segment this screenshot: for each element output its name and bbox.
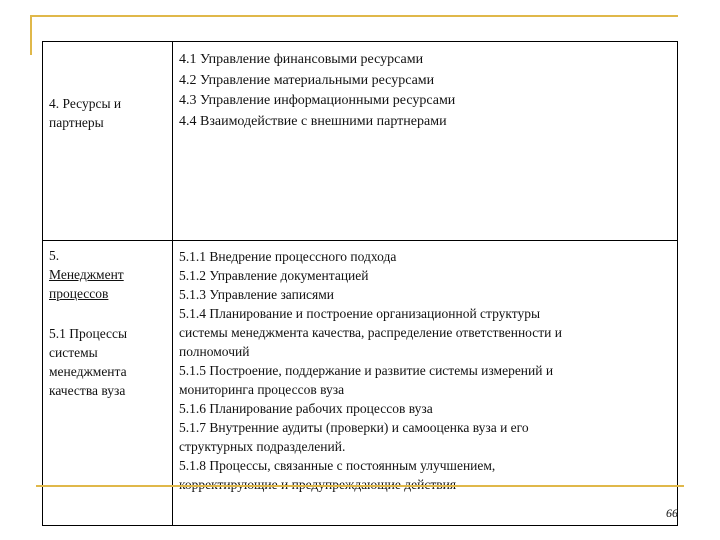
item-line: структурных подразделений. (179, 439, 346, 454)
row-5-category-cell (43, 241, 173, 526)
left-decorative-rule (30, 15, 32, 55)
item-line: 5.1.6 Планирование рабочих процессов вуза (179, 401, 433, 416)
subcategory-line: менеджмента (49, 364, 127, 379)
item-line: 4.1 Управление финансовыми ресурсами (179, 52, 424, 67)
bottom-decorative-rule (36, 485, 684, 487)
item-line: 4.3 Управление информационными ресурсами (179, 93, 456, 108)
item-line: 4.4 Взаимодействие с внешними партнерами (179, 113, 447, 129)
subcategory-line: качества вуза (49, 383, 126, 398)
top-decorative-rule (30, 15, 678, 17)
category-line: партнеры (49, 115, 104, 130)
table-row (43, 241, 678, 526)
category-heading-line: процессов (49, 286, 109, 301)
spacer (49, 303, 166, 324)
page-number: 66 (666, 506, 678, 520)
item-line: 5.1.2 Управление документацией (179, 268, 369, 283)
item-line: 5.1.5 Построение, поддержание и развитие системы измерений и (179, 363, 554, 378)
item-line: 5.1.4 Планирование и построение организационной структуры (179, 306, 541, 321)
item-line: 5.1.3 Управление записями (179, 287, 335, 302)
category-heading-line: Менеджмент (49, 267, 124, 282)
item-line: полномочий (179, 344, 250, 359)
subcategory-line: системы (49, 345, 98, 360)
item-line: мониторинга процессов вуза (179, 382, 345, 397)
row-5-items-cell (173, 241, 678, 526)
row-4-items-cell (173, 42, 678, 241)
category-line: 4. Ресурсы и (49, 96, 122, 111)
row-4-category-cell (43, 42, 173, 241)
item-line: системы менеджмента качества, распределение ответственности и (179, 325, 562, 340)
subcategory-line: 5.1 Процессы (49, 326, 128, 341)
criteria-table (42, 41, 678, 526)
item-line: 4.2 Управление материальными ресурсами (179, 72, 435, 88)
item-line: 5.1.8 Процессы, связанные с постоянным улучшением, (179, 458, 496, 473)
item-line: 5.1.1 Внедрение процессного подхода (179, 249, 397, 264)
item-line: 5.1.7 Внутренние аудиты (проверки) и самооценка вуза и его (179, 420, 529, 435)
category-heading-line: 5. (49, 248, 60, 263)
table-row (43, 42, 678, 241)
